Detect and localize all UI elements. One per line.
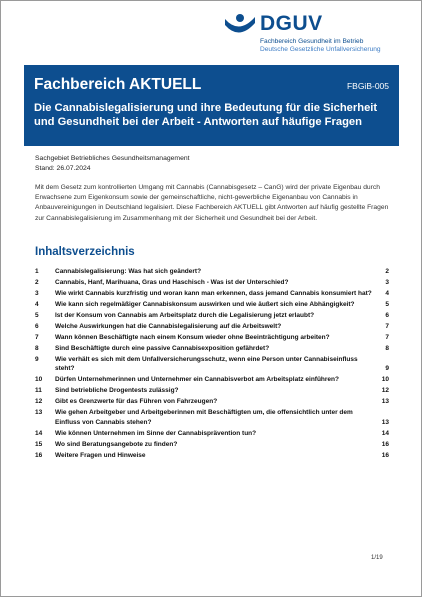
- toc-entry-number: 13: [35, 409, 43, 417]
- toc-entry[interactable]: [35, 322, 389, 332]
- logo-name: DGUV: [260, 12, 323, 35]
- toc-entry-title: Wie wirkt Cannabis kurzfristig und woran kann man erkennen, dass jemand Cannabis konsumiert hat?: [55, 289, 372, 297]
- toc-entry-title: Wo sind Beratungsangebote zu finden?: [55, 440, 178, 448]
- subject-area: Sachgebiet Betriebliches Gesundheitsmanagement: [35, 155, 190, 162]
- toc-entry[interactable]: [35, 333, 389, 343]
- logo-subtitle-2: Deutsche Gesetzliche Unfallversicherung: [260, 46, 381, 53]
- toc-entry[interactable]: [35, 311, 389, 321]
- toc-entry-title: Sind betriebliche Drogentests zulässig?: [55, 387, 179, 395]
- toc-entry-page: 13: [381, 398, 389, 406]
- toc-entry-page: 5: [385, 300, 389, 308]
- document-date: Stand: 26.07.2024: [35, 164, 91, 172]
- toc-entry-number: 12: [35, 398, 43, 406]
- toc-entry-title: Dürfen Unternehmerinnen und Unternehmer ein Cannabisverbot am Arbeitsplatz einführen?: [55, 376, 339, 384]
- document-heading: Die Cannabislegalisierung und ihre Bedeutung für die Sicherheit und Gesundheit bei der Arbeit - Antworten auf häufige Fragen: [34, 102, 378, 128]
- toc-entry[interactable]: [35, 289, 389, 299]
- toc-entry[interactable]: [35, 300, 389, 310]
- toc-entry-title: Wann können Beschäftigte nach einem Konsum wieder ohne Beeinträchtigung arbeiten?: [55, 333, 330, 341]
- toc-entry-number: 15: [35, 440, 43, 448]
- toc-entry[interactable]: [35, 408, 389, 427]
- toc-entry[interactable]: [35, 397, 389, 407]
- toc-entry-title: Ist der Konsum von Cannabis am Arbeitsplatz durch die Legalisierung jetzt erlaubt?: [55, 311, 315, 319]
- toc-entry[interactable]: [35, 267, 389, 277]
- toc-entry-title: Weitere Fragen und Hinweise: [55, 451, 146, 459]
- toc-entry-number: 7: [35, 333, 39, 341]
- toc-entry-page: 7: [385, 333, 389, 341]
- toc-entry-number: 5: [35, 311, 39, 319]
- toc-entry-title: Cannabislegalisierung: Was hat sich geändert?: [55, 268, 202, 275]
- toc-entry-page: 10: [381, 376, 389, 384]
- toc-entry-number: 2: [35, 278, 39, 286]
- document-meta: [35, 154, 190, 173]
- toc-entry-page: 6: [385, 311, 389, 319]
- toc-entry-title: Wie gehen Arbeitgeber und Arbeitgeberinnen mit Beschäftigten um, die offensichtlich unter dem Einfluss von Cannabis stehen?: [55, 409, 353, 426]
- toc-entry[interactable]: [35, 375, 389, 385]
- toc-entry-title: Cannabis, Hanf, Marihuana, Gras und Haschisch - Was ist der Unterschied?: [55, 278, 289, 286]
- table-of-contents: [35, 267, 389, 462]
- intro-paragraph: Mit dem Gesetz zum kontrollierten Umgang mit Cannabis (Cannabisgesetz – CanG) wird der private Eigenbau durch Erwachsene zum Eigenkonsum sowie der gemeinschaftliche, nicht-gewerbliche Eigenanbau von Cannabis in Anbauvereinigungen in Deutschland legalisiert. Diese Fachbereich AKTUELL gibt Antworten auf häufig gestellte Fragen zur Cannabislegalisierung im Zusammenhang mit der Sicherheit und Gesundheit bei der Arbeit.: [35, 184, 389, 222]
- toc-entry[interactable]: [35, 355, 389, 374]
- dguv-logo-icon: [223, 13, 257, 43]
- toc-entry[interactable]: [35, 278, 389, 288]
- toc-entry-page: 13: [381, 419, 389, 426]
- toc-entry-number: 9: [35, 355, 39, 363]
- toc-entry-page: 2: [385, 268, 389, 275]
- toc-entry[interactable]: [35, 386, 389, 396]
- toc-entry-page: 4: [385, 289, 389, 297]
- toc-entry-number: 14: [35, 429, 43, 437]
- page-indicator: 1/19: [371, 555, 383, 561]
- toc-entry-number: 11: [35, 387, 42, 395]
- toc-entry-title: Wie kann sich regelmäßiger Cannabiskonsum auswirken und wie äußert sich eine Abhängigkeit?: [55, 300, 355, 308]
- toc-entry-page: 8: [385, 344, 389, 352]
- logo-subtitle-1: Fachbereich Gesundheit im Betrieb: [260, 38, 364, 45]
- toc-title: Inhaltsverzeichnis: [35, 246, 135, 258]
- toc-entry-page: 14: [381, 429, 389, 437]
- toc-entry[interactable]: [35, 451, 389, 461]
- document-code: FBGiB-005: [346, 81, 389, 91]
- toc-entry-title: Wie können Unternehmen im Sinne der Cannabisprävention tun?: [55, 429, 257, 437]
- toc-entry-title: Wie verhält es sich mit dem Unfallversicherungsschutz, wenn eine Person unter Cannabiseinfluss steht?: [55, 355, 358, 373]
- dguv-logo: [223, 13, 413, 57]
- title-banner: [24, 65, 399, 146]
- toc-entry-page: 16: [381, 440, 389, 448]
- toc-entry-number: 4: [35, 300, 39, 308]
- toc-entry-number: 1: [35, 268, 39, 275]
- toc-entry-page: 9: [385, 365, 389, 373]
- toc-entry-number: 10: [35, 376, 43, 384]
- toc-entry-number: 8: [35, 344, 39, 352]
- toc-entry-page: 7: [385, 322, 389, 330]
- toc-entry-number: 3: [35, 289, 39, 297]
- toc-entry-page: 3: [385, 278, 389, 286]
- toc-entry-page: 16: [381, 451, 389, 459]
- banner-title: Fachbereich AKTUELL: [34, 76, 202, 93]
- toc-entry-title: Gibt es Grenzwerte für das Führen von Fahrzeugen?: [55, 398, 218, 406]
- toc-entry[interactable]: [35, 440, 389, 450]
- toc-entry-number: 16: [35, 451, 43, 459]
- toc-entry-page: 12: [381, 387, 389, 395]
- toc-entry[interactable]: [35, 429, 389, 439]
- toc-entry-number: 6: [35, 322, 39, 330]
- toc-entry-title: Sind Beschäftigte durch eine passive Cannabisexposition gefährdet?: [55, 344, 270, 352]
- toc-entry[interactable]: [35, 344, 389, 354]
- toc-entry-title: Welche Auswirkungen hat die Cannabislegalisierung auf die Arbeitswelt?: [55, 322, 282, 330]
